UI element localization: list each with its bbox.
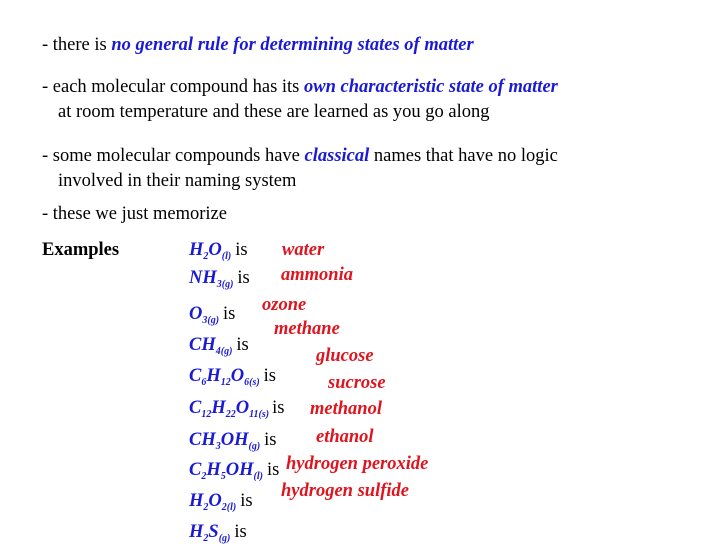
formula-element: H (189, 491, 204, 511)
examples-label: Examples (42, 240, 120, 260)
formula-element: H (189, 522, 204, 542)
formula-subscript: (g) (218, 533, 231, 544)
name-sucrose: sucrose (328, 373, 386, 393)
name-hydrogen-peroxide: hydrogen peroxide (286, 454, 429, 474)
formula-subscript: (l) (253, 471, 263, 482)
formula-methanol (189, 429, 277, 451)
formula-hydrogen-sulfide (189, 521, 247, 543)
formula-ethanol (189, 459, 279, 481)
formula-element: C (189, 366, 202, 386)
formula-element: S (208, 522, 219, 542)
formula-subscript: 12 (220, 377, 231, 388)
formula-element: O (235, 398, 250, 418)
formula-subscript: 3 (215, 441, 221, 452)
is-word: is (264, 430, 277, 450)
formula-ammonia (189, 267, 250, 289)
formula-element: NH (189, 268, 217, 288)
formula-hydrogen-peroxide (189, 490, 253, 512)
bullet-memorize: - these we just memorize (42, 204, 227, 224)
bullet-emphasis: classical (304, 146, 370, 166)
bullet-continuation: involved in their naming system (58, 171, 297, 191)
name-ethanol: ethanol (316, 427, 374, 447)
formula-element: O (208, 240, 222, 260)
formula-subscript: 2 (203, 251, 209, 262)
bullet-text: - some molecular compounds have (42, 146, 305, 166)
formula-element: CH (189, 430, 216, 450)
is-word: is (235, 240, 248, 260)
is-word: is (234, 522, 247, 542)
formula-element: OH (220, 430, 249, 450)
bullet-text: - each molecular compound has its (42, 77, 304, 97)
name-methanol: methanol (310, 399, 382, 419)
bullet-emphasis: own characteristic state of matter (304, 77, 558, 97)
formula-subscript: 3(g) (202, 315, 220, 326)
formula-element: H (206, 460, 221, 480)
formula-subscript: 6 (201, 377, 207, 388)
name-ammonia: ammonia (281, 265, 353, 285)
formula-element: C (189, 460, 202, 480)
formula-element: O (208, 491, 222, 511)
name-glucose: glucose (316, 346, 374, 366)
formula-element: H (189, 240, 204, 260)
formula-element: H (211, 398, 226, 418)
formula-glucose (189, 365, 276, 387)
is-word: is (236, 335, 249, 355)
formula-subscript: 12 (201, 409, 212, 420)
formula-methane (189, 334, 249, 356)
bullet-text: - there is (42, 35, 112, 55)
formula-subscript: 4(g) (215, 346, 233, 357)
formula-subscript: (g) (248, 441, 261, 452)
bullet-no-general-rule (42, 34, 474, 56)
formula-element: H (206, 366, 221, 386)
formula-water (189, 239, 248, 261)
bullet-text: names that have no logic (369, 146, 558, 166)
formula-element: O (189, 304, 203, 324)
formula-subscript: (l) (221, 251, 232, 262)
is-word: is (223, 304, 236, 324)
formula-sucrose (189, 397, 284, 419)
is-word: is (237, 268, 250, 288)
formula-subscript: 2 (203, 533, 209, 544)
formula-subscript: 3(g) (216, 279, 234, 290)
name-water: water (282, 240, 325, 260)
name-methane: methane (274, 319, 340, 339)
bullet-emphasis: no general rule for determining states of matter (111, 35, 474, 55)
is-word: is (263, 366, 277, 386)
formula-element: OH (225, 460, 254, 480)
formula-element: O (230, 366, 245, 386)
is-word: is (266, 460, 280, 480)
formula-element: C (189, 398, 202, 418)
formula-subscript: 5 (220, 471, 226, 482)
formula-element: CH (189, 335, 216, 355)
formula-ozone (189, 303, 235, 325)
formula-subscript: 6(s) (244, 377, 260, 388)
formula-subscript: 2 (203, 502, 209, 513)
formula-subscript: 11(s) (249, 409, 270, 420)
is-word: is (272, 398, 285, 418)
formula-subscript: 2(l) (221, 502, 237, 513)
bullet-own-state (42, 76, 558, 98)
formula-subscript: 22 (225, 409, 236, 420)
name-ozone: ozone (262, 295, 307, 315)
bullet-continuation: at room temperature and these are learned as you go along (58, 102, 490, 122)
name-hydrogen-sulfide: hydrogen sulfide (281, 481, 409, 501)
is-word: is (240, 491, 253, 511)
formula-subscript: 2 (201, 471, 207, 482)
bullet-classical-names (42, 145, 558, 167)
